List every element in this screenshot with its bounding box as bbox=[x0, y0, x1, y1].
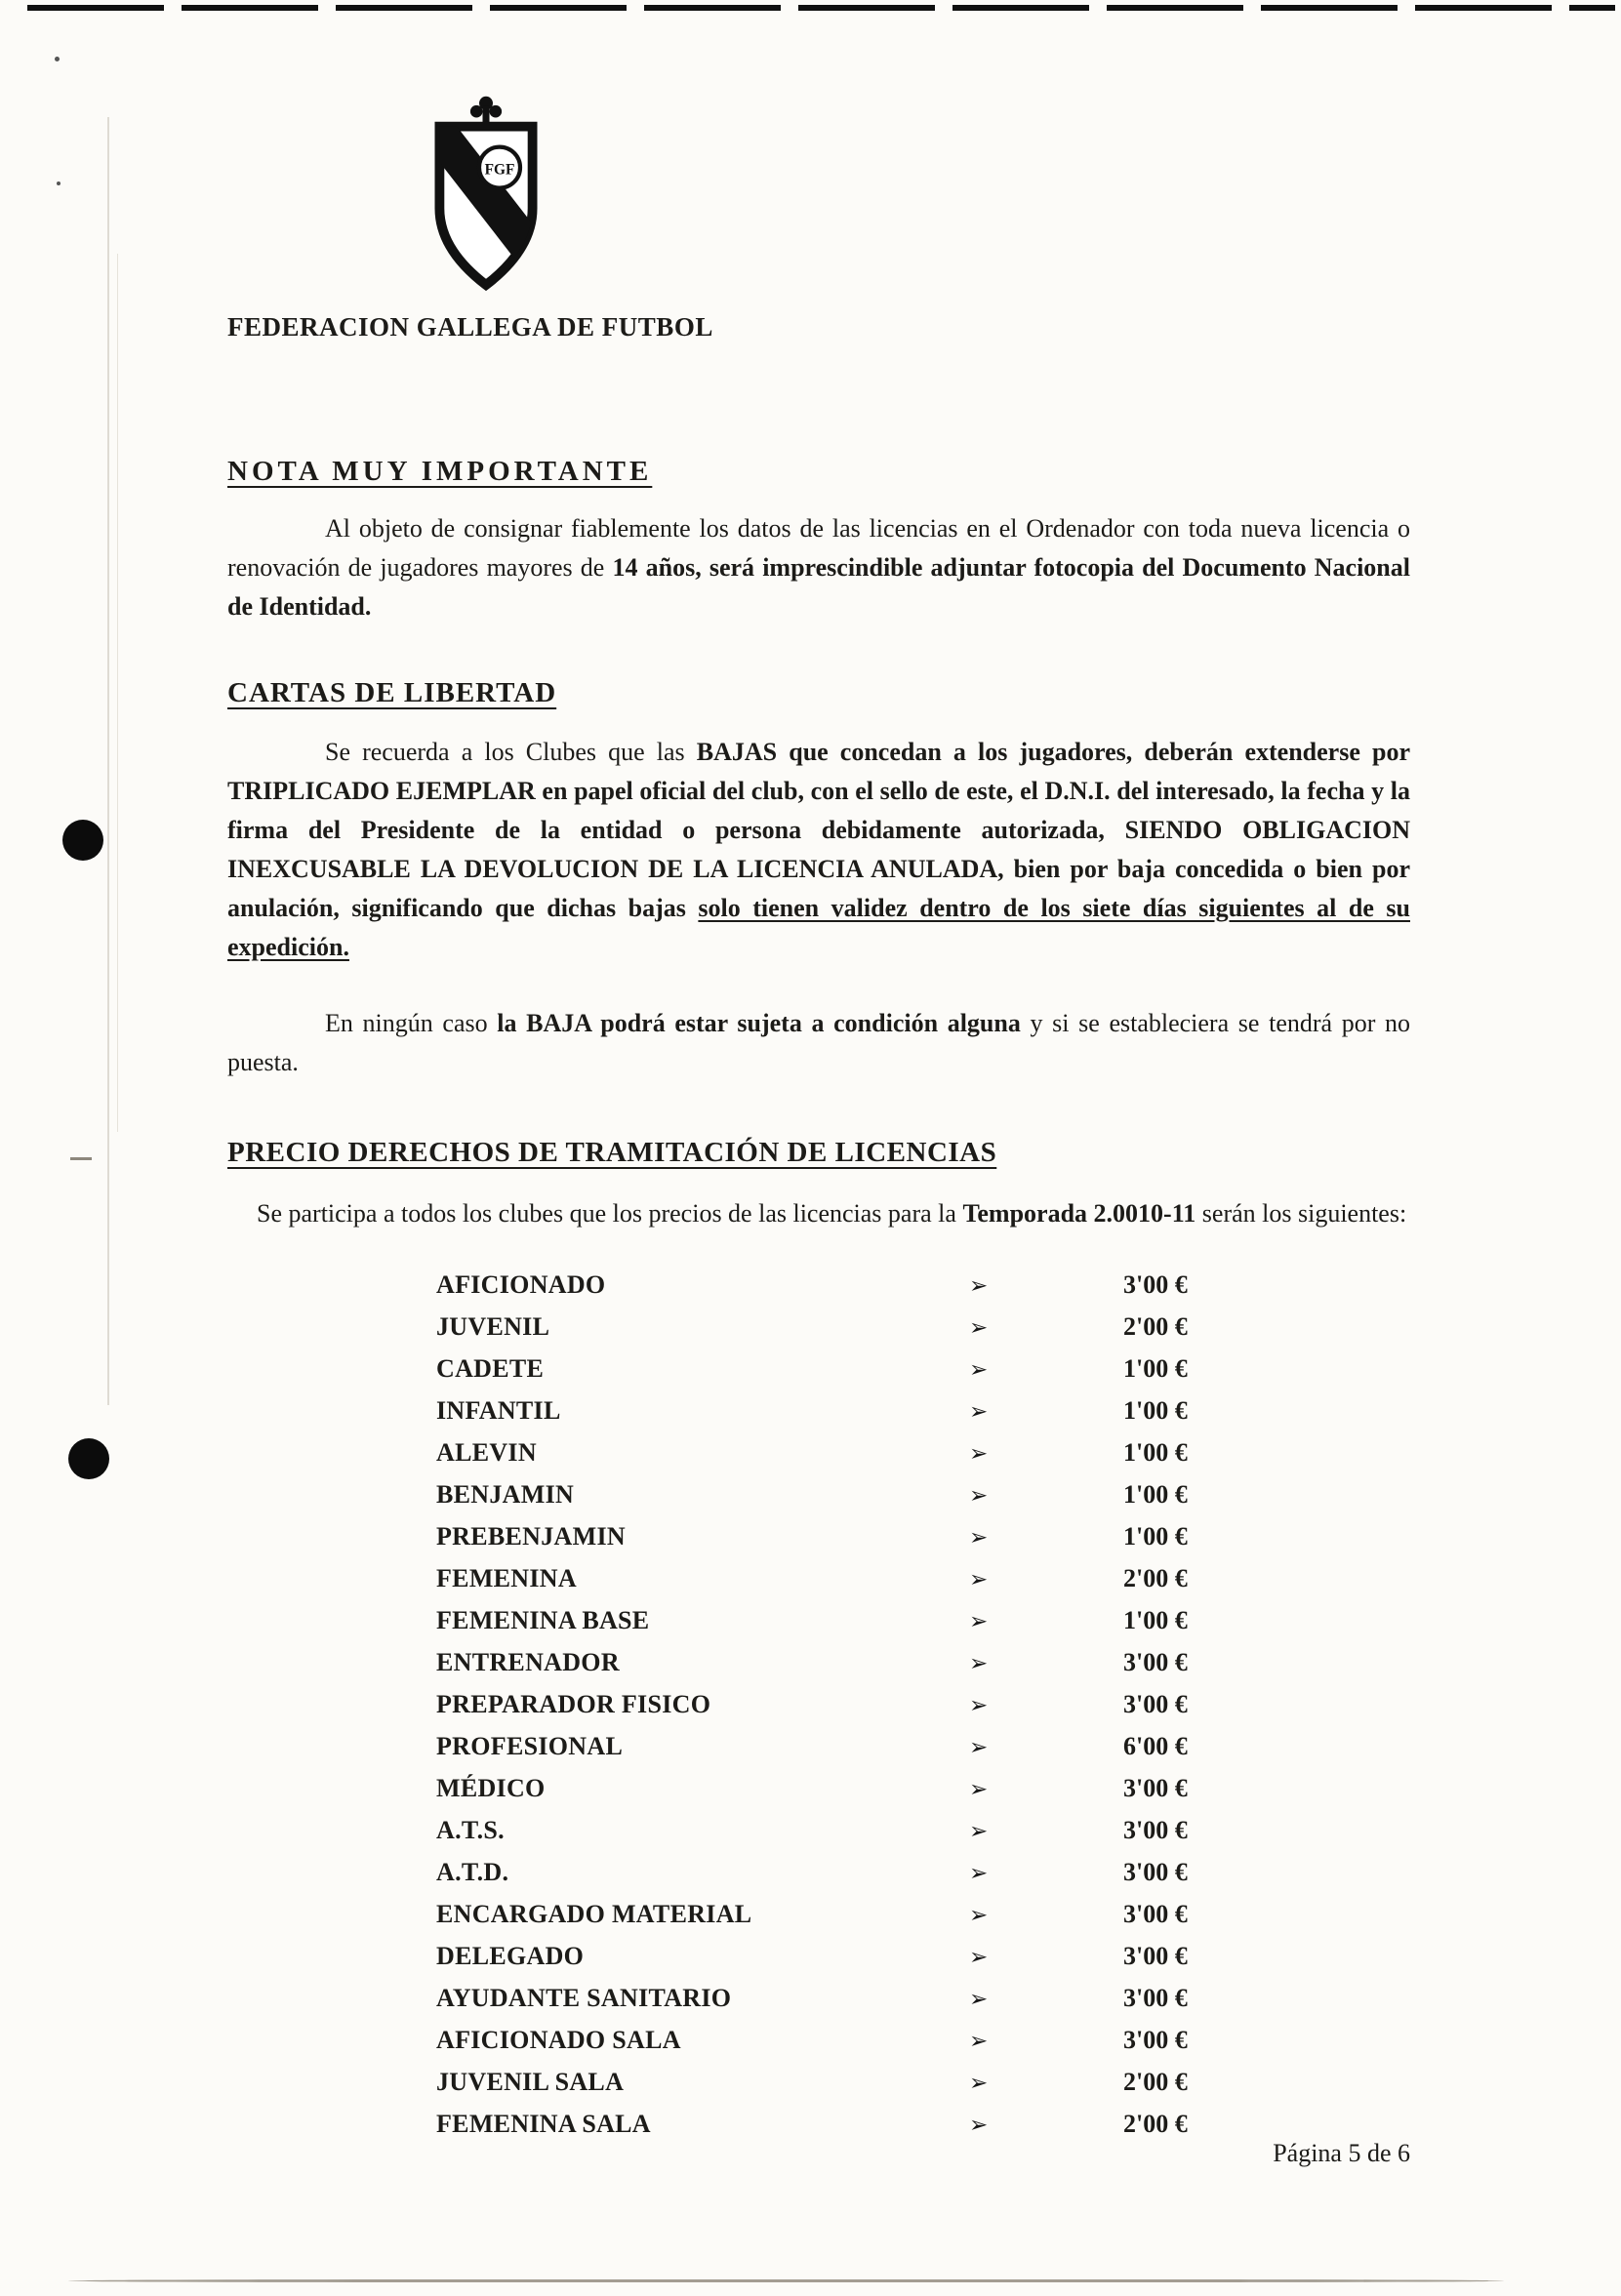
price-list-row bbox=[436, 1270, 1410, 1312]
licence-category-label: A.T.S. bbox=[436, 1816, 505, 1844]
price-list-row bbox=[436, 1816, 1410, 1858]
licence-price-value: 1'00 € bbox=[1123, 1438, 1188, 1467]
text-segment: Se recuerda a los Clubes que las bbox=[325, 738, 697, 766]
licence-category-label: A.T.D. bbox=[436, 1858, 509, 1886]
licence-category-label: ALEVIN bbox=[436, 1438, 537, 1467]
arrow-bullet-icon: ➢ bbox=[969, 1987, 989, 2012]
licence-price-value: 1'00 € bbox=[1123, 1606, 1188, 1634]
licence-price-value: 3'00 € bbox=[1123, 1984, 1188, 2012]
text-segment-bold: la BAJA podrá estar sujeta a condición alguna bbox=[497, 1009, 1021, 1037]
licence-price-value: 3'00 € bbox=[1123, 2026, 1188, 2054]
licence-price-value: 2'00 € bbox=[1123, 2068, 1188, 2096]
licence-price-value: 2'00 € bbox=[1123, 1312, 1188, 1341]
arrow-bullet-icon: ➢ bbox=[969, 1483, 989, 1509]
federation-crest-logo bbox=[418, 94, 554, 299]
licence-price-value: 3'00 € bbox=[1123, 1690, 1188, 1718]
licence-category-label: DELEGADO bbox=[436, 1942, 585, 1970]
text-segment-bold: Temporada 2.0010-11 bbox=[962, 1199, 1196, 1228]
text-segment: Al objeto de consignar fiablemente los datos de las licencias en el Ordenador con toda nueva licencia o renovación de jugadores mayores de bbox=[227, 514, 1410, 582]
crest-monogram-text: FGF bbox=[484, 161, 515, 179]
licence-category-label: ENCARGADO MATERIAL bbox=[436, 1900, 752, 1928]
price-list-row bbox=[436, 1564, 1410, 1606]
arrow-bullet-icon: ➢ bbox=[969, 2113, 989, 2138]
arrow-bullet-icon: ➢ bbox=[969, 1903, 989, 1928]
licence-category-label: FEMENINA BASE bbox=[436, 1606, 650, 1634]
licence-category-label: ENTRENADOR bbox=[436, 1648, 620, 1676]
section-title-precios: PRECIO DERECHOS DE TRAMITACIÓN DE LICENCIAS bbox=[227, 1137, 997, 1168]
cartas-paragraph-2 bbox=[227, 1004, 1410, 1082]
price-list-row bbox=[436, 1900, 1410, 1942]
price-list-row bbox=[436, 1606, 1410, 1648]
price-list-row bbox=[436, 1438, 1410, 1480]
letterhead bbox=[0, 0, 1621, 342]
arrow-bullet-icon: ➢ bbox=[969, 1399, 989, 1425]
price-list-row bbox=[436, 1732, 1410, 1774]
licence-price-value: 3'00 € bbox=[1123, 1648, 1188, 1676]
price-list-row bbox=[436, 1774, 1410, 1816]
licence-price-value: 1'00 € bbox=[1123, 1522, 1188, 1551]
arrow-bullet-icon: ➢ bbox=[969, 1567, 989, 1592]
arrow-bullet-icon: ➢ bbox=[969, 1273, 989, 1299]
precios-intro-paragraph bbox=[227, 1194, 1410, 1233]
licence-category-label: PREBENJAMIN bbox=[436, 1522, 626, 1551]
licence-price-value: 6'00 € bbox=[1123, 1732, 1188, 1760]
price-list-row bbox=[436, 2026, 1410, 2068]
arrow-bullet-icon: ➢ bbox=[969, 1357, 989, 1383]
licence-price-value: 1'00 € bbox=[1123, 1396, 1188, 1425]
price-list bbox=[227, 1270, 1410, 2152]
price-list-row bbox=[436, 1690, 1410, 1732]
licence-price-value: 1'00 € bbox=[1123, 1354, 1188, 1383]
arrow-bullet-icon: ➢ bbox=[969, 1777, 989, 1802]
licence-price-value: 3'00 € bbox=[1123, 1858, 1188, 1886]
price-list-row bbox=[436, 1480, 1410, 1522]
price-list-row bbox=[436, 1522, 1410, 1564]
text-segment-bold: 14 años, será imprescindible adjuntar fotocopia del Documento Nacional de Identidad. bbox=[227, 553, 1410, 621]
licence-category-label: JUVENIL SALA bbox=[436, 2068, 625, 2096]
section-title-cartas: CARTAS DE LIBERTAD bbox=[227, 677, 557, 708]
licence-category-label: AFICIONADO SALA bbox=[436, 2026, 681, 2054]
price-list-row bbox=[436, 1312, 1410, 1354]
text-segment: Se participa a todos los clubes que los precios de las licencias para la bbox=[257, 1199, 963, 1228]
arrow-bullet-icon: ➢ bbox=[969, 1609, 989, 1634]
licence-category-label: PROFESIONAL bbox=[436, 1732, 624, 1760]
licence-price-value: 2'00 € bbox=[1123, 2110, 1188, 2138]
licence-category-label: MÉDICO bbox=[436, 1774, 546, 1802]
licence-category-label: INFANTIL bbox=[436, 1396, 561, 1425]
licence-category-label: FEMENINA bbox=[436, 1564, 577, 1592]
text-segment-bold: BAJAS que concedan a los jugadores, deberán extenderse por TRIPLICADO EJEMPLAR en papel oficial del club, con el sello de este, el D.N.I. del interesado, la fecha y la firma del Presidente de la entidad o persona debidamente autorizada, SIENDO OBLIGACION INEXCUSABLE LA DEVOLUCION DE LA LICENCIA ANULADA, bien por baja concedida o bien por anulación, significando que dichas bajas bbox=[227, 738, 1410, 922]
text-segment: serán los siguientes: bbox=[1195, 1199, 1407, 1228]
licence-category-label: PREPARADOR FISICO bbox=[436, 1690, 711, 1718]
cartas-paragraph-1 bbox=[227, 733, 1410, 967]
arrow-bullet-icon: ➢ bbox=[969, 1819, 989, 1844]
text-segment-bold-underlined: solo tienen validez dentro de los siete días siguientes al de su expedición. bbox=[227, 894, 1410, 961]
text-segment: y si se estableciera se tendrá por no puesta. bbox=[227, 1009, 1411, 1076]
arrow-bullet-icon: ➢ bbox=[969, 1693, 989, 1718]
licence-price-value: 3'00 € bbox=[1123, 1774, 1188, 1802]
arrow-bullet-icon: ➢ bbox=[969, 1525, 989, 1551]
price-list-row bbox=[436, 1984, 1410, 2026]
scan-artifact-bottom-edge bbox=[68, 2279, 1504, 2282]
price-list-row bbox=[436, 1648, 1410, 1690]
arrow-bullet-icon: ➢ bbox=[969, 1315, 989, 1341]
licence-category-label: FEMENINA SALA bbox=[436, 2110, 651, 2138]
licence-price-value: 2'00 € bbox=[1123, 1564, 1188, 1592]
arrow-bullet-icon: ➢ bbox=[969, 2071, 989, 2096]
nota-paragraph bbox=[227, 509, 1410, 626]
document-body bbox=[227, 456, 1410, 2152]
price-list-row bbox=[436, 1942, 1410, 1984]
arrow-bullet-icon: ➢ bbox=[969, 1651, 989, 1676]
section-title-nota: NOTA MUY IMPORTANTE bbox=[227, 456, 653, 487]
licence-price-value: 3'00 € bbox=[1123, 1900, 1188, 1928]
arrow-bullet-icon: ➢ bbox=[969, 1945, 989, 1970]
licence-price-value: 3'00 € bbox=[1123, 1942, 1188, 1970]
price-list-row bbox=[436, 2068, 1410, 2110]
arrow-bullet-icon: ➢ bbox=[969, 1735, 989, 1760]
text-segment: En ningún caso bbox=[325, 1009, 498, 1037]
licence-category-label: JUVENIL bbox=[436, 1312, 550, 1341]
page-number: Página 5 de 6 bbox=[1273, 2139, 1410, 2167]
scan-artifact-left-line-2 bbox=[117, 254, 118, 1132]
hole-punch-mark bbox=[62, 820, 103, 861]
licence-category-label: CADETE bbox=[436, 1354, 545, 1383]
licence-price-value: 1'00 € bbox=[1123, 1480, 1188, 1509]
price-list-row bbox=[436, 1858, 1410, 1900]
arrow-bullet-icon: ➢ bbox=[969, 1441, 989, 1467]
hole-punch-mark bbox=[68, 1438, 109, 1479]
organization-name: FEDERACION GALLEGA DE FUTBOL bbox=[227, 312, 713, 342]
price-list-row bbox=[436, 1396, 1410, 1438]
licence-price-value: 3'00 € bbox=[1123, 1270, 1188, 1299]
price-list-row bbox=[436, 1354, 1410, 1396]
licence-category-label: AFICIONADO bbox=[436, 1270, 606, 1299]
arrow-bullet-icon: ➢ bbox=[969, 2029, 989, 2054]
arrow-bullet-icon: ➢ bbox=[969, 1861, 989, 1886]
scan-dash-mark bbox=[70, 1157, 92, 1160]
licence-category-label: BENJAMIN bbox=[436, 1480, 575, 1509]
licence-price-value: 3'00 € bbox=[1123, 1816, 1188, 1844]
licence-category-label: AYUDANTE SANITARIO bbox=[436, 1984, 732, 2012]
